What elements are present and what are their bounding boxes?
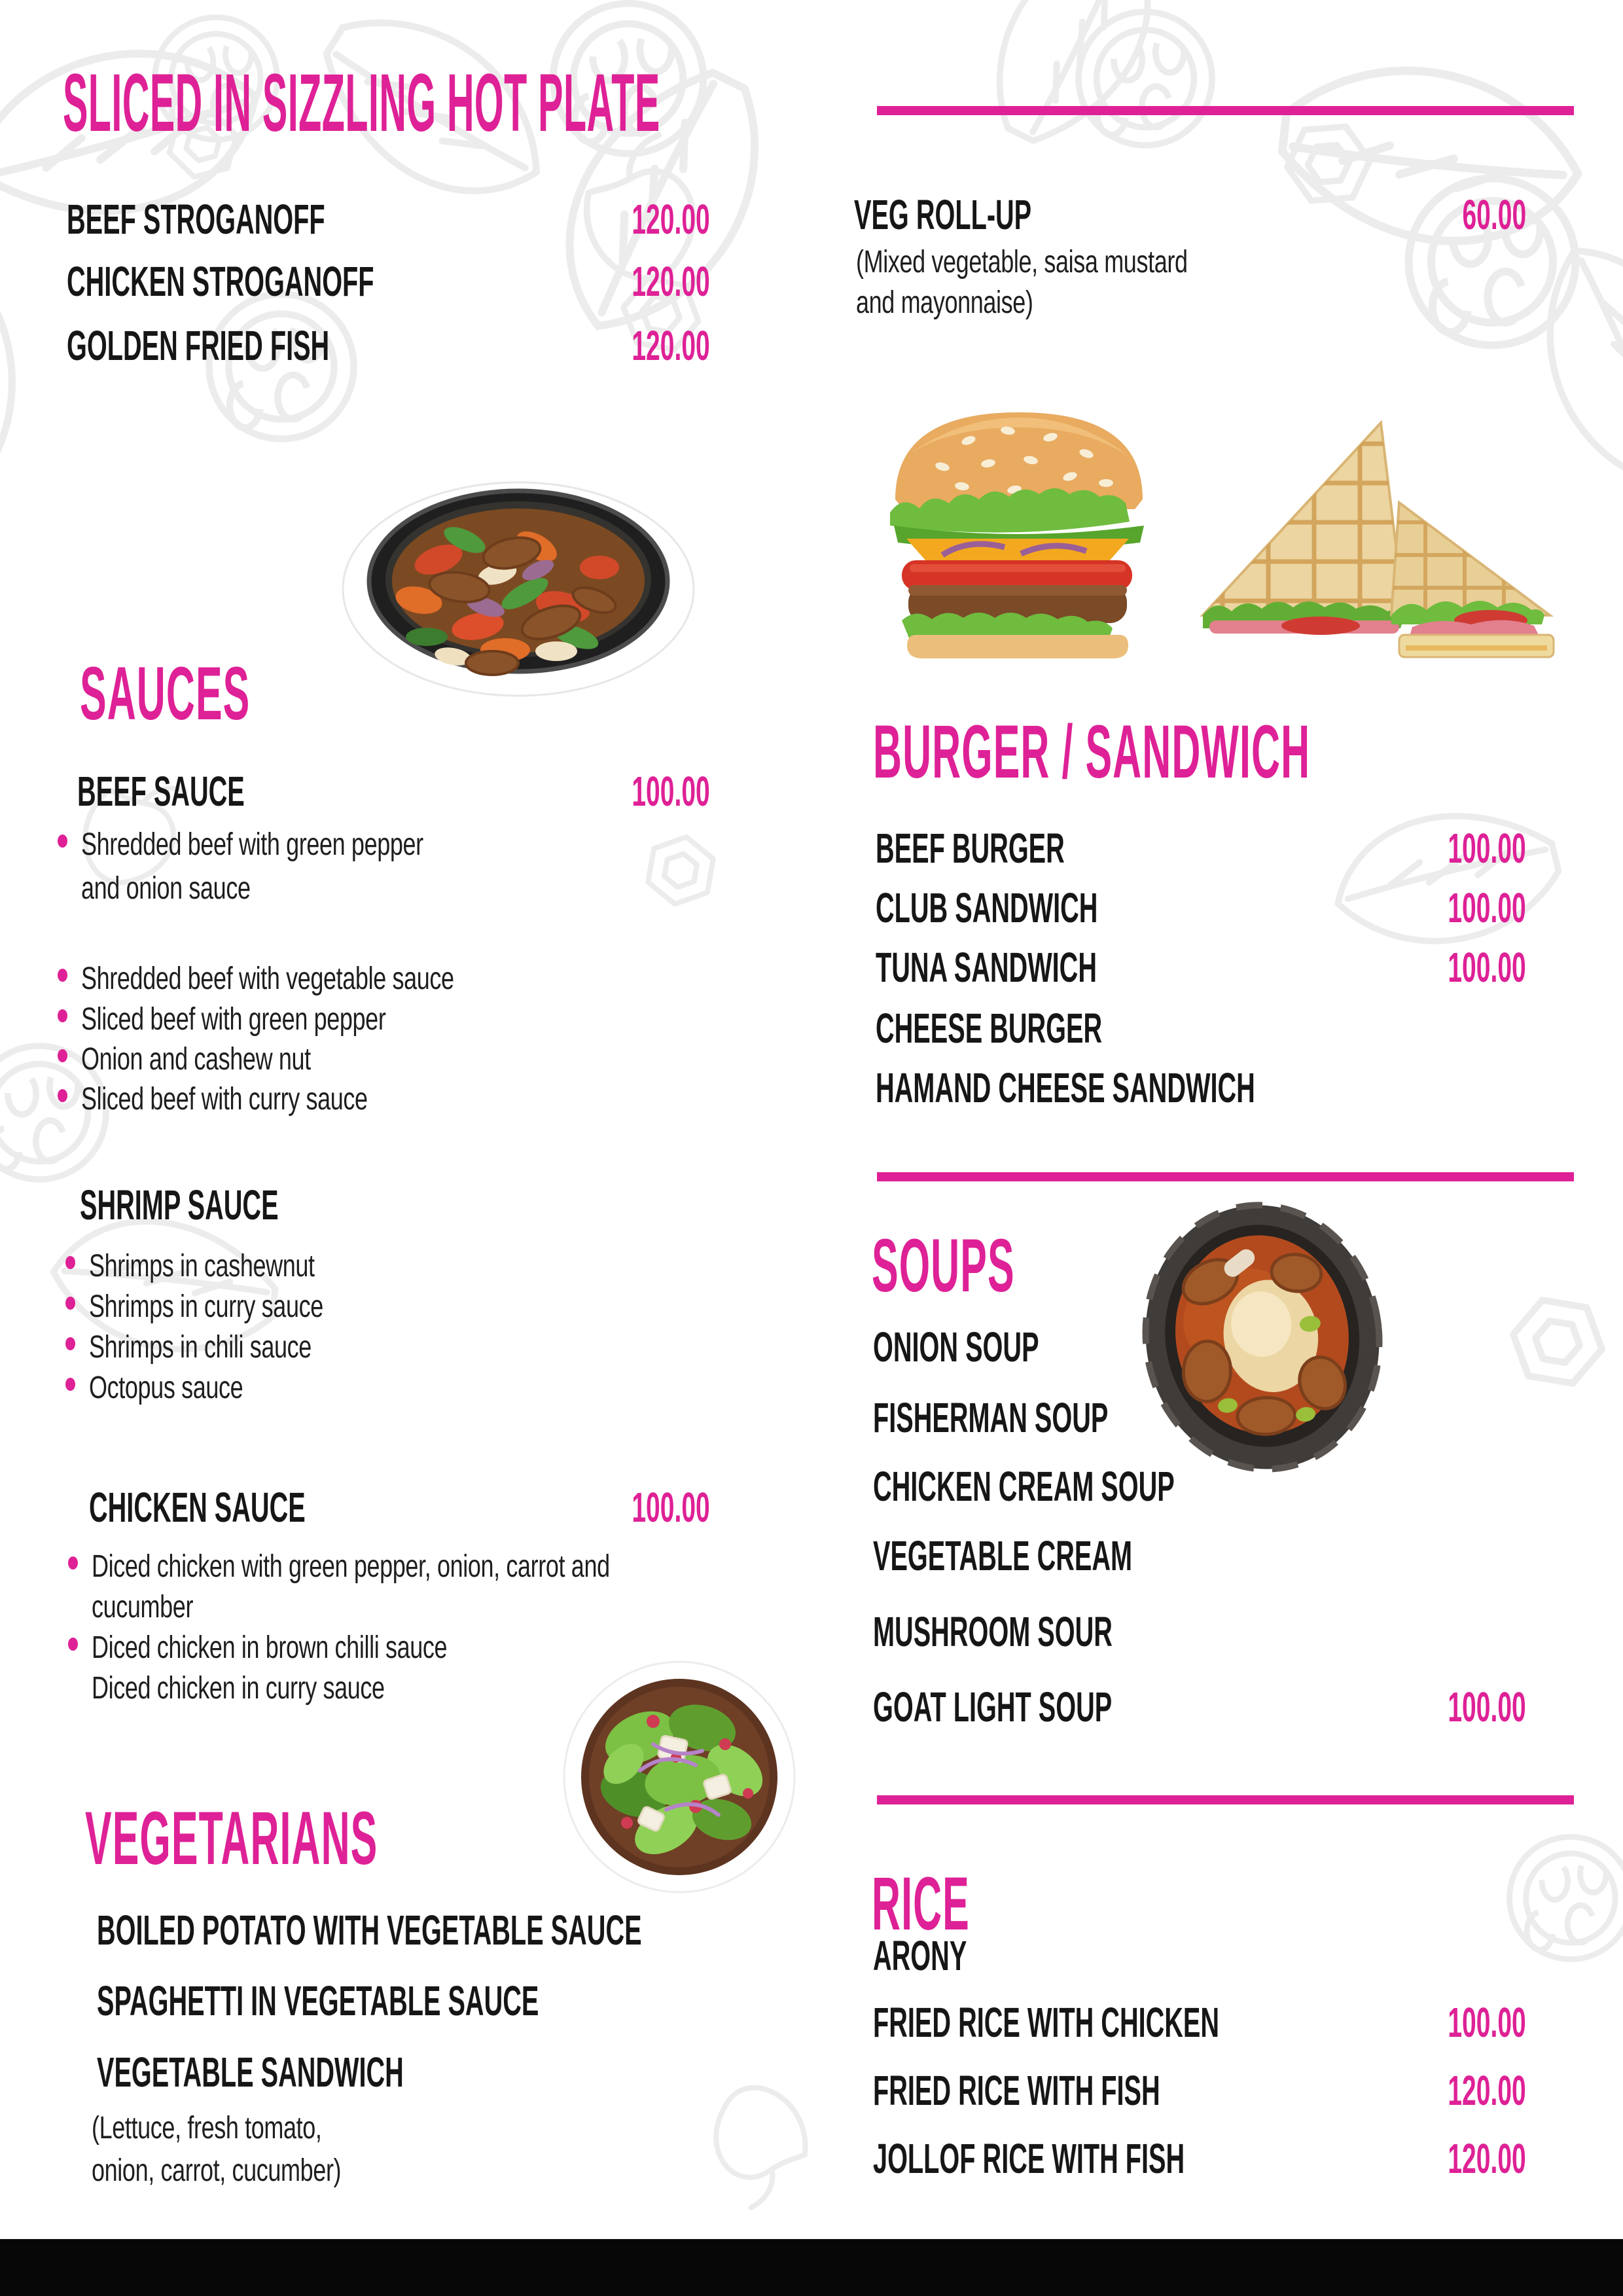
bullet-dot bbox=[58, 1009, 67, 1022]
menu-item-name: SPAGHETTI IN VEGETABLE SAUCE bbox=[97, 1977, 539, 2024]
section-title-vegetarians: VEGETARIANS bbox=[85, 1797, 378, 1880]
menu-item-name: GOAT LIGHT SOUP bbox=[873, 1683, 1113, 1731]
menu-item-price: 120.00 bbox=[1448, 2135, 1526, 2182]
bullet-item: Sliced beef with green pepper bbox=[81, 1004, 488, 1035]
menu-item-price: 60.00 bbox=[1462, 191, 1526, 238]
menu-item-name: HAMAND CHEESE SANDWICH bbox=[876, 1064, 1255, 1111]
item-description: onion, carrot, cucumber) bbox=[92, 2153, 342, 2188]
bullet-item: Sliced beef with curry sauce bbox=[81, 1084, 463, 1115]
menu-item-name: FRIED RICE WITH FISH bbox=[873, 2067, 1160, 2114]
bullet-dot bbox=[58, 1049, 67, 1062]
bullet-item: Shredded beef with green pepper bbox=[81, 829, 537, 861]
menu-item-name: VEG ROLL-UP bbox=[854, 191, 1032, 238]
menu-item-name: JOLLOF RICE WITH FISH bbox=[873, 2135, 1185, 2182]
footer-bar bbox=[0, 2239, 1623, 2296]
menu-item-price: 120.00 bbox=[632, 258, 710, 305]
divider-line bbox=[877, 1795, 1574, 1804]
section-title-soups: SOUPS bbox=[872, 1224, 1015, 1308]
menu-item-name: CLUB SANDWICH bbox=[876, 884, 1098, 931]
bullet-dot bbox=[65, 1337, 75, 1350]
menu-item-price: 100.00 bbox=[1448, 1999, 1526, 2046]
sandwich-photo bbox=[1183, 404, 1576, 660]
menu-item-name: ARONY bbox=[873, 1932, 967, 1979]
bullet-item: Octopus sauce bbox=[89, 1372, 294, 1404]
bullet-item: Shredded beef with vegetable sauce bbox=[81, 963, 579, 995]
menu-item-price: 100.00 bbox=[1448, 825, 1526, 872]
divider-line bbox=[877, 1172, 1574, 1181]
menu-item-name: CHICKEN CREAM SOUP bbox=[873, 1463, 1175, 1510]
section-title-rice: RICE bbox=[872, 1862, 970, 1946]
menu-item-name: ONION SOUP bbox=[873, 1323, 1039, 1371]
menu-item-price: 100.00 bbox=[1448, 1683, 1526, 1731]
menu-item-name: BEEF SAUCE bbox=[77, 768, 245, 815]
menu-item-name: CHICKEN SAUCE bbox=[89, 1484, 306, 1531]
menu-item-name: BEEF STROGANOFF bbox=[67, 196, 325, 243]
menu-item-name: TUNA SANDWICH bbox=[876, 944, 1097, 991]
item-description: and mayonnaise) bbox=[856, 285, 1033, 320]
menu-item-price: 120.00 bbox=[1448, 2067, 1526, 2114]
bullet-item-continuation: Diced chicken in curry sauce bbox=[92, 1671, 385, 1706]
item-description: (Lettuce, fresh tomato, bbox=[92, 2111, 322, 2145]
menu-item-price: 100.00 bbox=[1448, 944, 1526, 991]
menu-item-price: 100.00 bbox=[632, 768, 710, 815]
menu-item-name: BEEF BURGER bbox=[876, 825, 1065, 872]
section-title-burger-sandwich: BURGER / SANDWICH bbox=[873, 710, 1311, 794]
menu-item-price: 100.00 bbox=[632, 1484, 710, 1531]
menu-item-name: VEGETABLE SANDWICH bbox=[97, 2049, 404, 2096]
bullet-dot bbox=[68, 1638, 78, 1651]
bullet-dot bbox=[68, 1556, 78, 1570]
menu-item-name: MUSHROOM SOUR bbox=[873, 1608, 1113, 1655]
bullet-item: Onion and cashew nut bbox=[81, 1044, 387, 1075]
bullet-item: Diced chicken with green pepper, onion, carrot and bbox=[92, 1551, 783, 1583]
item-description: (Mixed vegetable, saisa mustard bbox=[856, 245, 1188, 279]
bullet-dot bbox=[58, 1089, 67, 1102]
menu-item-price: 120.00 bbox=[632, 322, 710, 369]
bullet-item: Shrimps in chili sauce bbox=[89, 1332, 385, 1363]
menu-item-name: GOLDEN FRIED FISH bbox=[67, 322, 330, 369]
section-title-hot-plate: SLICED IN SIZZLING HOT PLATE bbox=[63, 58, 660, 149]
bullet-dot bbox=[58, 834, 67, 848]
menu-item-name: BOILED POTATO WITH VEGETABLE SAUCE bbox=[97, 1907, 642, 1954]
menu-item-name: CHICKEN STROGANOFF bbox=[67, 258, 374, 305]
menu-item-name: VEGETABLE CREAM bbox=[873, 1532, 1133, 1579]
menu-item-price: 100.00 bbox=[1448, 884, 1526, 931]
menu-item-name: FRIED RICE WITH CHICKEN bbox=[873, 1999, 1220, 2046]
bullet-dot bbox=[65, 1256, 75, 1269]
bullet-item: Diced chicken in brown chilli sauce bbox=[92, 1632, 565, 1664]
bullet-item-continuation: cucumber bbox=[92, 1590, 194, 1624]
menu-item-name: SHRIMP SAUCE bbox=[80, 1181, 279, 1229]
bullet-dot bbox=[65, 1297, 75, 1310]
menu-item-name: FISHERMAN SOUP bbox=[873, 1394, 1109, 1441]
menu-item-name: CHEESE BURGER bbox=[876, 1005, 1103, 1052]
section-title-sauces: SAUCES bbox=[80, 652, 251, 736]
bullet-item: Shrimps in curry sauce bbox=[89, 1291, 401, 1323]
menu-item-price: 120.00 bbox=[632, 196, 710, 243]
burger-photo bbox=[870, 391, 1168, 660]
bullet-item-continuation: and onion sauce bbox=[81, 871, 251, 906]
bullet-dot bbox=[65, 1378, 75, 1391]
bullet-item: Shrimps in cashewnut bbox=[89, 1251, 390, 1282]
bullet-dot bbox=[58, 969, 67, 982]
divider-line bbox=[877, 106, 1574, 115]
